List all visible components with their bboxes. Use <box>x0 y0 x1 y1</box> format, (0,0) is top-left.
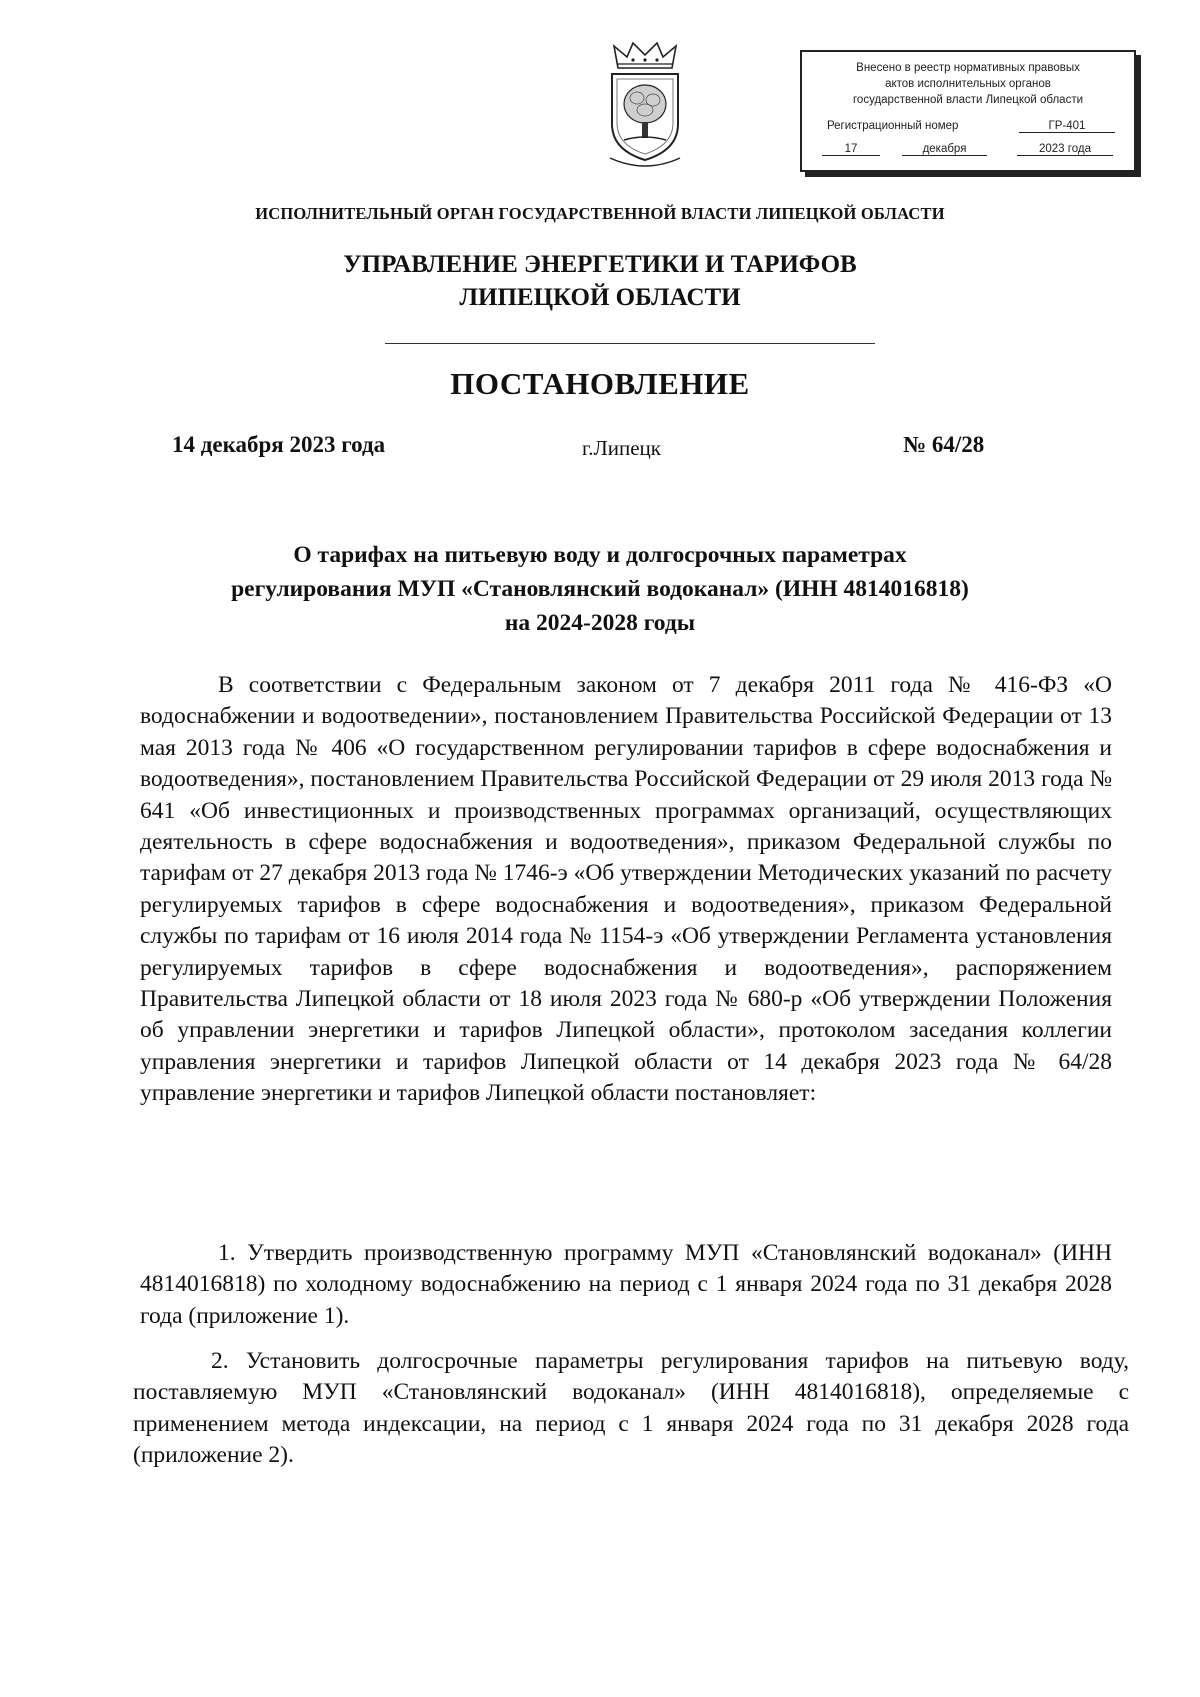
resolution-item-1: 1. Утвердить производственную программу МУП «Становлянский водоканал» (ИНН 4814016818) по холодному водоснабжению на период с 1 января 2024 года по 31 декабря 2028 года (приложение 1). <box>140 1240 1112 1329</box>
document-date: 14 декабря 2023 года <box>172 432 386 457</box>
department-name-line: УПРАВЛЕНИЕ ЭНЕРГЕТИКИ И ТАРИФОВ <box>343 251 857 278</box>
registry-month: декабря <box>902 143 987 156</box>
document-number: № 64/28 <box>903 432 985 457</box>
resolution-item-2: 2. Установить долгосрочные параметры регулирования тарифов на питьевую воду, поставляемую МУП «Становлянский водоканал» (ИНН 4814016818), определяемые с применением метода индексации, на период с 1 января 2024 года по 31 декабря 2028 года (приложение 2). <box>133 1348 1129 1469</box>
department-name-line: ЛИПЕЦКОЙ ОБЛАСТИ <box>459 284 741 311</box>
issuing-authority: ИСПОЛНИТЕЛЬНЫЙ ОРГАН ГОСУДАРСТВЕННОЙ ВЛАСТИ ЛИПЕЦКОЙ ОБЛАСТИ <box>255 204 945 223</box>
coat-of-arms-icon <box>600 40 690 170</box>
subject-line: на 2024-2028 годы <box>504 610 696 636</box>
department-name <box>0 248 1200 314</box>
subject-line: регулирования МУП «Становлянский водоканал» (ИНН 4814016818) <box>231 576 969 602</box>
registry-day: 17 <box>822 143 880 156</box>
registry-year: 2023 года <box>1017 143 1113 156</box>
document-type: ПОСТАНОВЛЕНИЕ <box>450 366 750 401</box>
registry-number-row <box>827 120 1117 136</box>
registry-number-value: ГР-401 <box>1019 120 1115 133</box>
registry-number-label: Регистрационный номер <box>827 120 959 132</box>
stamp-title-line: актов исполнительных органов <box>885 78 1051 90</box>
stamp-title-line: государственной власти Липецкой области <box>852 94 1084 106</box>
document-place: г.Липецк <box>582 436 661 460</box>
document-subject <box>140 538 1060 640</box>
registry-stamp <box>800 50 1136 172</box>
subject-line: О тарифах на питьевую воду и долгосрочных параметрах <box>293 542 907 568</box>
header-divider <box>385 343 875 344</box>
stamp-title-line: Внесено в реестр нормативных правовых <box>856 62 1080 74</box>
preamble-paragraph: В соответствии с Федеральным законом от 7 декабря 2011 года № 416-ФЗ «О водоснабжении и водоотведении», постановлением Правительства Российской Федерации от 13 мая 2013 года № 406 «О государственном регулировании тарифов в сфере водоснабжения и водоотведения», постановлением Правительства Российской Федерации от 29 июля 2013 года № 641 «Об инвестиционных и производственных программах организаций, осуществляющих деятельность в сфере водоснабжения и водоотведения», приказом Федеральной службы по тарифам от 27 декабря 2013 года № 1746-э «Об утверждении Методических указаний по расчету регулируемых тарифов в сфере водоснабжения и водоотведения», приказом Федеральной службы по тарифам от 16 июля 2014 года № 1154-э «Об утверждении Регламента установления регулируемых тарифов в сфере водоснабжения и водоотведения», распоряжением Правительства Липецкой области от 18 июля 2023 года № 680-р «Об утверждении Положения об управлении энергетики и тарифов Липецкой области», протоколом заседания коллегии управления энергетики и тарифов Липецкой области от 14 декабря 2023 года № 64/28 управление энергетики и тарифов Липецкой области постановляет: <box>140 672 1112 1107</box>
registry-stamp-title <box>812 60 1124 108</box>
